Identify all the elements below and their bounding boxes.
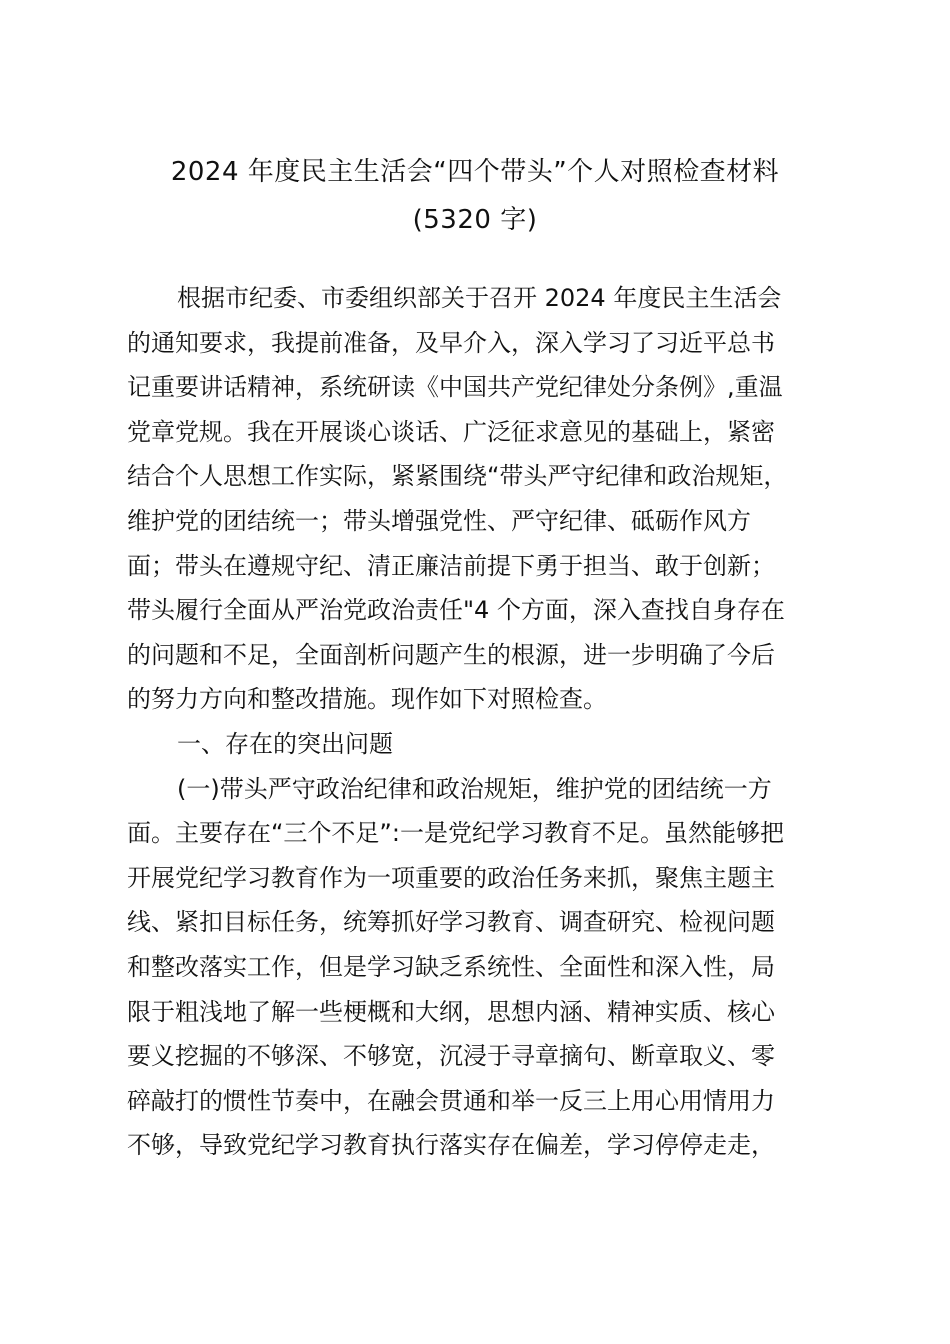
paragraph-line: 结合个人思想工作实际，紧紧围绕“带头严守纪律和政治规矩， xyxy=(127,462,788,491)
paragraph-line: 限于粗浅地了解一些梗概和大纲，思想内涵、精神实质、核心 xyxy=(127,997,775,1026)
paragraph-line: 的努力方向和整改措施。现作如下对照检查。 xyxy=(127,685,607,714)
paragraph-line: 不够，导致党纪学习教育执行落实存在偏差，学习停停走走， xyxy=(127,1131,775,1160)
paragraph-line: 要义挖掘的不够深、不够宽，沉浸于寻章摘句、断章取义、零 xyxy=(127,1042,775,1071)
paragraph-line: 线、紧扣目标任务，统筹抓好学习教育、调查研究、检视问题 xyxy=(127,908,775,937)
paragraph-line: 的通知要求，我提前准备，及早介入，深入学习了习近平总书 xyxy=(127,328,775,357)
document-subtitle-word-count: (5320 字) xyxy=(412,205,538,235)
section-heading: 一、存在的突出问题 xyxy=(177,729,393,758)
paragraph-line: 党章党规。我在开展谈心谈话、广泛征求意见的基础上，紧密 xyxy=(127,417,775,446)
paragraph-line: 的问题和不足，全面剖析问题产生的根源，进一步明确了今后 xyxy=(127,640,775,669)
paragraph-line: 和整改落实工作，但是学习缺乏系统性、全面性和深入性，局 xyxy=(127,952,775,981)
document-body xyxy=(127,276,832,1168)
paragraph-line: 面；带头在遵规守纪、清正廉洁前提下勇于担当、敢于创新； xyxy=(127,551,775,580)
paragraph-line: 记重要讲话精神，系统研读《中国共产党纪律处分条例》,重温 xyxy=(127,373,783,402)
paragraph-line: 维护党的团结统一；带头增强党性、严守纪律、砥砺作风方 xyxy=(127,506,751,535)
paragraph-line: (一)带头严守政治纪律和政治规矩，维护党的团结统一方 xyxy=(177,774,772,803)
paragraph-line: 面。主要存在“三个不足”:一是党纪学习教育不足。虽然能够把 xyxy=(127,819,784,848)
document-title: 2024 年度民主生活会“四个带头”个人对照检查材料 xyxy=(170,157,780,187)
paragraph-line: 根据市纪委、市委组织部关于召开 2024 年度民主生活会 xyxy=(177,284,782,312)
paragraph-line: 开展党纪学习教育作为一项重要的政治任务来抓，聚焦主题主 xyxy=(127,863,775,892)
paragraph-line: 带头履行全面从严治党政治责任"4 个方面，深入查找自身存在 xyxy=(127,596,785,625)
paragraph-line: 碎敲打的惯性节奏中，在融会贯通和举一反三上用心用情用力 xyxy=(127,1086,775,1115)
